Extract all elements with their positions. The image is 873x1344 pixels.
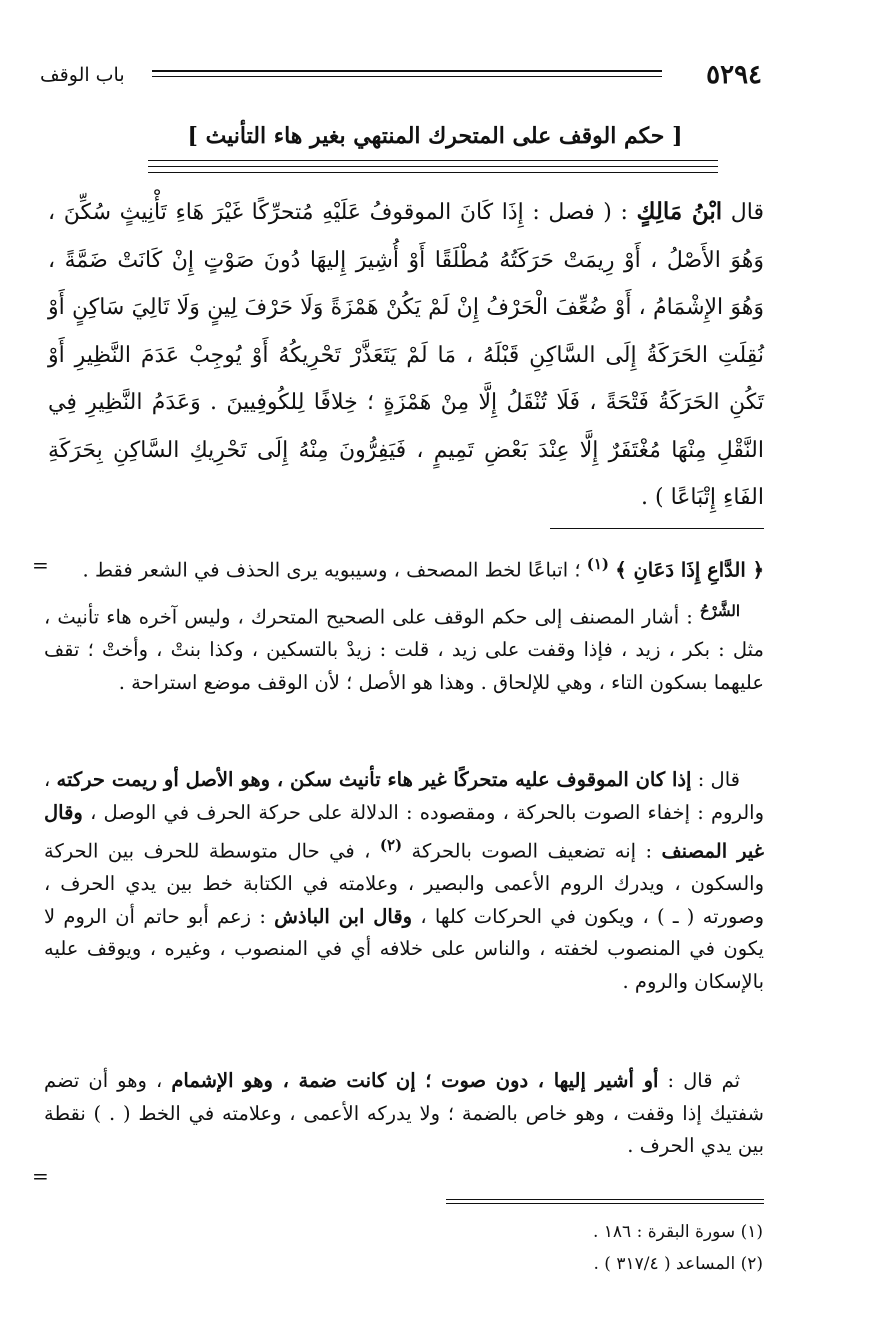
commentary-paragraph — [44, 595, 764, 699]
commentary-paragraph — [44, 548, 764, 587]
footnote: (١) سورة البقرة : ١٨٦ . — [592, 1222, 763, 1242]
main-body: : ( فصل : إِذَا كَانَ الموقوفُ عَلَيْهِ مُتحرِّكًا غَيْرَ هَاءِ تَأْنِيثٍ سُكِّنَ ، وَهُوَ الأَصْلُ ، أَوْ رِيمَتْ حَرَكَتُهُ مُطْلَقًا أَوْ أُشِيرَ إِليهَا دُونَ صَوْتٍ إِنْ كَانَتْ ضَمَّةً ، وَهُوَ الإِشْمَامُ ، أَوْ ضُعِّفَ الْحَرْفُ إِنْ لَمْ يَكُنْ هَمْزَةً وَلَا حَرْفَ لِينٍ وَلَا تَالِيَ سَاكِنٍ أَوْ نُقِلَتِ الحَرَكَةُ إِلَى السَّاكِنِ قَبْلَهُ ، مَا لَمْ يَتَعَذَّرْ تَحْرِيكُهُ أَوْ يُوجِبْ عَدَمَ النَّظِيرِ أَوْ تَكُنِ الحَرَكَةُ فَتْحَةً ، فَلَا تُنْقَلُ إِلَّا مِنْ هَمْزَةٍ ؛ خِلافًا لِلكُوفِيينَ . وَعَدَمُ النَّظِيرِ فِي النَّقْلِ مِنْهَا مُغْتَفَرٌ إِلَّا عِنْدَ بَعْضِ تَمِيمٍ ، فَيَفِرُّونَ مِنْهُ إِلَى تَحْرِيكِ السَّاكِنِ بِحَرَكَةِ الفَاءِ إِتْبَاعًا ) . — [48, 200, 764, 510]
footnote-rule — [446, 1199, 764, 1200]
commentary-text: ، والروم : إخفاء الصوت بالحركة ، ومقصوده : الدلالة على حركة الحرف في الوصل ، — [44, 768, 764, 824]
page-number: ٥٢٩٤ — [706, 60, 762, 90]
main-text — [48, 188, 764, 522]
commentary-paragraph — [44, 764, 764, 998]
author-name: ابْنُ مَالِكٍ — [636, 198, 723, 225]
commentary-text: ثم قال : — [667, 1069, 740, 1092]
quoted-text: وقال ابن الباذش — [274, 904, 413, 928]
sharh-label: الشَّرْحُ — [699, 602, 740, 620]
commentary-text: : إنه تضعيف الصوت بالحركة — [411, 839, 653, 863]
commentary-text: ، وهو أن تضم شفتيك إذا وقفت ، وهو خاص بالضمة ؛ ولا يدركه الأعمى ، وعلامته في الخط ( . ) نقطة بين يدي الحرف . — [44, 1069, 764, 1157]
footnote-ref: (٢) — [379, 836, 403, 854]
commentary-text: : أشار المصنف إلى حكم الوقف على الصحيح المتحرك ، وليس آخره هاء تأنيث ، مثل : بكر ، زيد ، فإذا وقفت على زيد ، قلت : زيدْ بالتسكين ، وكذا بنتْ ، وأختْ ؛ تقف عليهما بسكون التاء ، وهي للإلحاق . وهذا هو الأصل ؛ لأن الوقف موضع استراحة . — [44, 605, 764, 694]
commentary-paragraph — [44, 1065, 764, 1163]
quoted-text: وقال غير المصنف — [44, 800, 764, 863]
commentary-text: قال : — [697, 768, 740, 791]
section-rule — [148, 172, 718, 173]
header-rule — [152, 70, 662, 77]
chapter-title: باب الوقف — [40, 64, 125, 86]
footnote-rule — [446, 1203, 764, 1204]
quoted-text: إذا كان الموقوف عليه متحركًا غير هاء تأنيث سكن ، وهو الأصل أو ريمت حركته — [56, 768, 692, 791]
footnote-ref: (١) — [586, 555, 610, 573]
commentary-text: ، في حال متوسطة للحرف بين الحركة والسكون ، ويدرك الروم الأعمى والبصير ، وعلامته في الكتابة خط بين يدي الحرف ، وصورته ( ـ ) ، ويكون في الحركات كلها ، — [44, 839, 765, 928]
quoted-text: أو أشير إليها ، دون صوت ؛ إن كانت ضمة ، وهو الإشمام — [171, 1069, 659, 1092]
section-title: [ حكم الوقف على المتحرك المنتهي بغير هاء التأنيث ] — [187, 123, 683, 149]
footnote: (٢) المساعد ( ٣١٧/٤ ) . — [593, 1254, 763, 1274]
section-rule — [148, 166, 718, 167]
main-intro: قال — [730, 200, 765, 225]
section-rule — [148, 160, 718, 161]
separator-rule — [550, 528, 764, 529]
page-header — [40, 58, 762, 92]
continuation-mark: = — [32, 553, 49, 577]
commentary-text: : زعم أبو حاتم أن الروم لا يكون في المنصوب لخفته ، والناس على خلافه أي في المنصوب ، وغيره ، ويوقف عليه بالإسكان والروم . — [44, 904, 764, 993]
continuation-mark: = — [32, 1164, 49, 1188]
quran-quote: ﴿ الدَّاعِ إِذَا دَعَانِ ﴾ — [615, 558, 764, 582]
commentary-text: ؛ اتباعًا لخط المصحف ، وسيبويه يرى الحذف في الشعر فقط . — [82, 558, 581, 582]
